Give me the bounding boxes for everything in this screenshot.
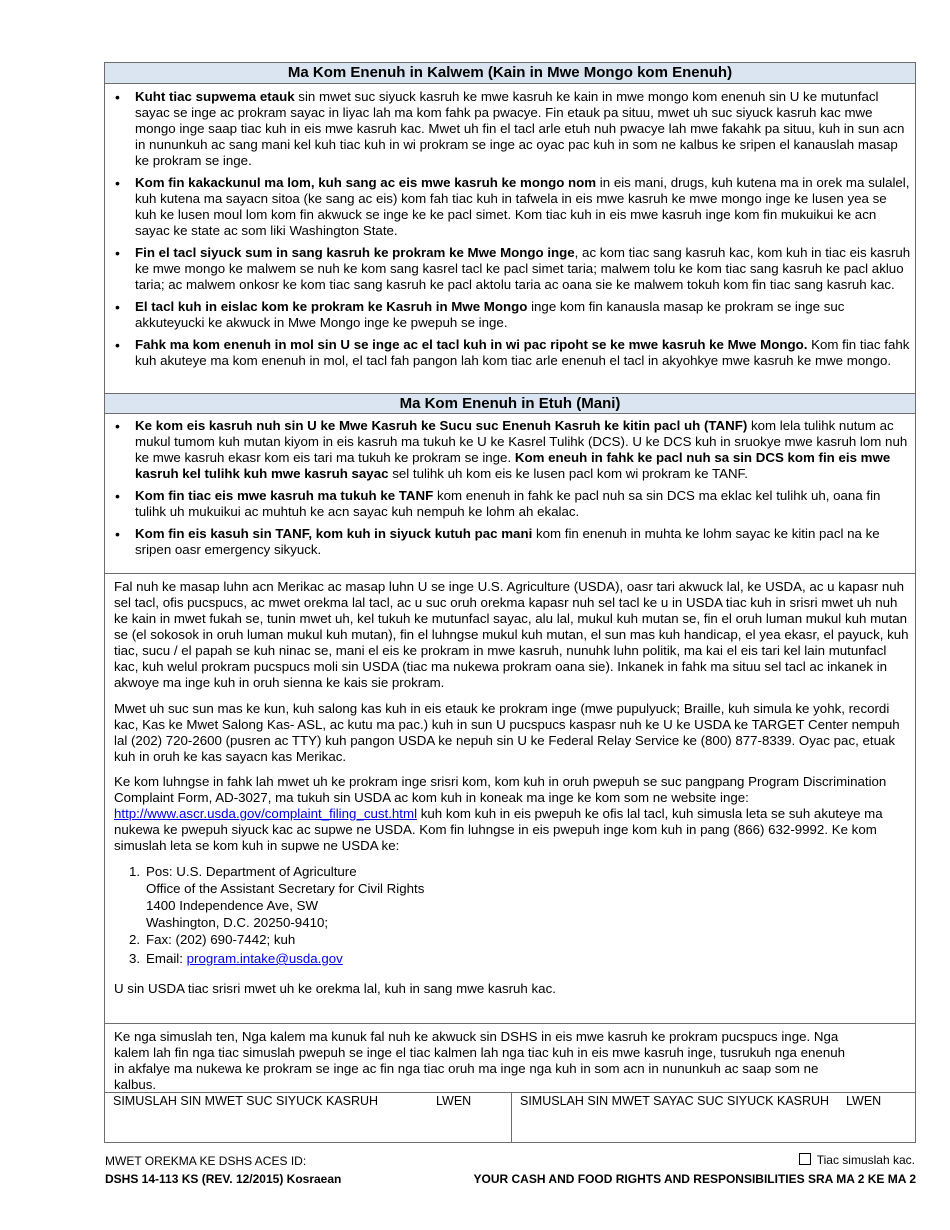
list-item: • Kom fin kakackunul ma lom, kuh sang ac eis mwe kasruh ke mongo nom in eis mani, drugs, kuh kutena ma in orek ma sulalel, kuh kutena ma sayacn sitoa (ke sang ac eis) kom fah tiac kuh in tafwela in eis mwe kasruh ke mwe mongo inge ke lusen yea se kuh ke lusen moul lom kom fin akwuck se inge ke ke pacl simet. Kom tiac kuh in eis mwe kasruh inge kom fin mukuikui ke acn sayac ke state ac som liki Washington State. (105, 175, 911, 239)
applicant-signature-label: SIMUSLAH SIN MWET SUC SIYUCK KASRUH (113, 1094, 379, 1108)
divider (105, 573, 915, 574)
usda-complaint-paragraph: Ke kom luhngse in fahk lah mwet uh ke prokram inge srisri kom, kom kuh in oruh pwepuh se suc pangpang Program Discrimination Complaint Form, AD-3027, ma tukuh sin USDA ac kom kuh in koneak ma inge ke kom som ne website inge: http://www.ascr.usda.gov/complaint_filing_cust.html kuh kom kuh in eis pwepuh ke ofis lal tacl, kuh simusla leta se suh akuteye ma nukewa ke pwepuh siyuck kac ac supwe ne USDA. Kom fin luhngse in eis pwepuh inge kom kuh in pang (866) 632-9992. Ke kom simuslah leta se kom kuh in supwe ne USDA ke: (114, 774, 887, 853)
list-item: Washington, D.C. 20250-9410; (146, 915, 329, 930)
email-link[interactable]: program.intake@usda.gov (186, 951, 343, 966)
cash-rights-list (105, 418, 911, 564)
other-signature-label: SIMUSLAH SIN MWET SAYAC SUC SIYUCK KASRUH (520, 1094, 830, 1108)
complaint-form-link[interactable]: http://www.ascr.usda.gov/complaint_filing_cust.html (114, 806, 418, 821)
usda-closing-statement: U sin USDA tiac srisri mwet uh ke orekma lal, kuh in sang mwe kasruh kac. (114, 981, 556, 996)
certification-statement: Ke nga simuslah ten, Nga kalem ma kunuk fal nuh ke akwuck sin DSHS in eis mwe kasruh ke prokram pucspucs inge. Nga kalem lah fin nga tiac simuslah pwepuh se inge el tiac kalmen lah nga tiac kuh in eis mwe kasruh inge, tusrukuh nga enenuh in akfalye ma nukewa ke prokram se inge ac fin nga tiac oruh ma inge nga kuh in som acn in nununkuh ac saap som ne kalbus. (114, 1029, 846, 1092)
list-item: • Kom fin tiac eis mwe kasruh ma tukuh ke TANF kom enenuh in fahk ke pacl nuh sa sin DCS ma eklac kel tulihk uh, oana fin tulihk uh mukuikui ac muhtuh ke acn sayac kuh nempuh ke lohm ah ekalac. (105, 488, 911, 520)
aces-id-label: MWET OREKMA KE DSHS ACES ID: (105, 1154, 307, 1168)
not-signed-checkbox[interactable] (799, 1153, 811, 1165)
usda-accessibility-paragraph: Mwet uh suc sun mas ke kun, kuh salong kas kuh in eis etauk ke prokram inge (mwe pupulyuck; Braille, kuh simula ke yohk, recordi kac, Kas ke Mwet Salong Kas- ASL, ac kutu ma pac.) kuh in sun U pucspucs kaspasr nuh ke U ke USDA ke TARGET Center nempuh lal (202) 720-2600 (pusren ac TTY) kuh pangon USDA ke nepuh sin U ke Federal Relay Service ke (800) 877-8339. Oyac pac, etuak kuh in oruh ke kas sayacn kas Merikac. (114, 701, 900, 764)
list-item: 1400 Independence Ave, SW (146, 898, 319, 913)
list-item: • Fahk ma kom enenuh in mol sin U se inge ac el tacl kuh in wi pac ripoht se ke mwe kasruh ke Mwe Mongo. Kom fin tiac fahk kuh akuteye ma kom enenuh in mol, el tacl fah pangon lah kom tiac arle enenuh el tacl in akyohkye mwe kasruh ke mwe mongo. (105, 337, 911, 369)
not-signed-label: Tiac simuslah kac. (816, 1153, 915, 1167)
usda-contact-list (129, 863, 424, 967)
list-item: • Fin el tacl siyuck sum in sang kasruh ke prokram ke Mwe Mongo inge, ac kom tiac sang kasruh kac, kom kuh in tiac eis kasruh ke mwe mongo ke malwem se nuh ke kom sang kasrel tacl ke pacl simet taria; malwem tolu ke kom tiac sang kasruh ke pacl akluo taria; ac malwem onkosr ke kom tiac sang kasruh ke pacl aktolu taria ac oana sie ke malwem tokuh kom fin tiac sang kasruh kac. (105, 245, 911, 293)
divider (105, 1023, 915, 1024)
usda-nondiscrimination-paragraph: Fal nuh ke masap luhn acn Merikac ac masap luhn U se inge U.S. Agriculture (USDA), oasr tari akwuck lal, ke USDA, ac u kapasr nuh sel tacl, ofis pucspucs, ac mwet orekma lal tacl, ac u suc oruh orekma kapasr nuh sel tacl ke u in USDA tiac kuh in srisri mwet uh nuh ke kain in mwet fukah se, tunin mwet uh, kel tukuh ke mutunfacl sayac, alu lal, mukul kuh mutan se, fin el oruh luman mukul kuh mutan se (el sokosok in oruh luman mukul kuh mutan), fin el luhngse mukul kuh mutan, el sun mas kuh handicap, el yea ekasr, el payuck, kuh tiac, sucu / el papah se kuh ninac se, mani el eis ke prokram in mwe kasruh, nunuhk luhn politik, ma kai el eis tari kel lain mutunfacl kac, kuh welul prokram pucspucs moli sin USDA (tiac ma nukewa prokram oana sie). Inkanek in fahk ma situu sel tacl ac inkanek in akwoye ma inge kuh in oruh sienna ke kais sie prokram. (114, 579, 909, 690)
list-item: • El tacl kuh in eislac kom ke prokram ke Kasruh in Mwe Mongo inge kom fin kanausla masap ke prokram se inge suc akkuteyucki ke akwuck in Mwe Mongo inge ke pwepuh se inge. (105, 299, 911, 331)
list-item: Office of the Assistant Secretary for Civil Rights (146, 881, 425, 896)
food-rights-list (105, 89, 911, 375)
document-frame (104, 62, 916, 1143)
other-signature-field[interactable] (512, 1092, 915, 1143)
not-signed-option[interactable] (799, 1153, 915, 1167)
list-item: • Ke kom eis kasruh nuh sin U ke Mwe Kasruh ke Sucu suc Enenuh Kasruh ke kitin pacl uh (TANF) kom lela tulihk nutum ac mukul tumom kuh mutan kiyom in eis kasruh ma tukuh ke U ke Kasrel Tulihk (DCS). U ke DCS kuh in sruokye mwe kasruh lom nuh ke mwe kasruh ekasr kom eis tari ma tukuh ke prokram se inge. Kom eneuh in fahk ke pacl nuh sa sin DCS kom fin eis mwe kasruh kel tulihk kuh mwe kasruh sayac sel tulihk uh kom eis ke lusen pacl kom wi prokram ke TANF. (105, 418, 911, 482)
applicant-signature-field[interactable] (105, 1092, 512, 1143)
form-id: DSHS 14-113 KS (REV. 12/2015) Kosraean (105, 1172, 342, 1186)
list-item: • Kom fin eis kasuh sin TANF, kom kuh in siyuck kutuh pac mani kom fin enenuh in muhta ke lohm sayac ke kitin pacl na ke sripen oasr emergency sikyuck. (105, 526, 911, 558)
form-title: YOUR CASH AND FOOD RIGHTS AND RESPONSIBILITIES SRA MA 2 KE MA 2 (473, 1172, 916, 1186)
list-item: 1. Pos: U.S. Department of Agriculture (129, 864, 357, 879)
other-date-label: LWEN (846, 1094, 882, 1108)
section-header-food-rights: Ma Kom Enenuh in Kalwem (Kain in Mwe Mongo kom Enenuh) (105, 63, 915, 84)
applicant-date-label: LWEN (436, 1094, 472, 1108)
list-item: 2. Fax: (202) 690-7442; kuh (129, 932, 296, 947)
list-item: 3. Email: program.intake@usda.gov (129, 951, 343, 966)
section-header-cash-rights: Ma Kom Enenuh in Etuh (Mani) (105, 393, 915, 414)
list-item: • Kuht tiac supwema etauk sin mwet suc siyuck kasruh ke mwe kasruh ke kain in mwe mongo kom enenuh sin U ke mutunfacl sayac se inge ac prokram sayac in liyac lah ma kom fahk pa pwacye. Fin etauk pa situu, mwet uh suc siyuck kasruh kac mwe mongo inge saap tiac kuh in eis mwe kasruh kac. Mwet uh fin el tacl arle etuh nuh pwacye lah mwe fakahk pa situu, kuh in sun acn in nununkuh ac sang mani kel kuh tiac kuh in wi prokram se inge ac oyac pac kuh in som ne kalbus ke sripen el kanauslah masap ke prokram se inge. (105, 89, 911, 169)
